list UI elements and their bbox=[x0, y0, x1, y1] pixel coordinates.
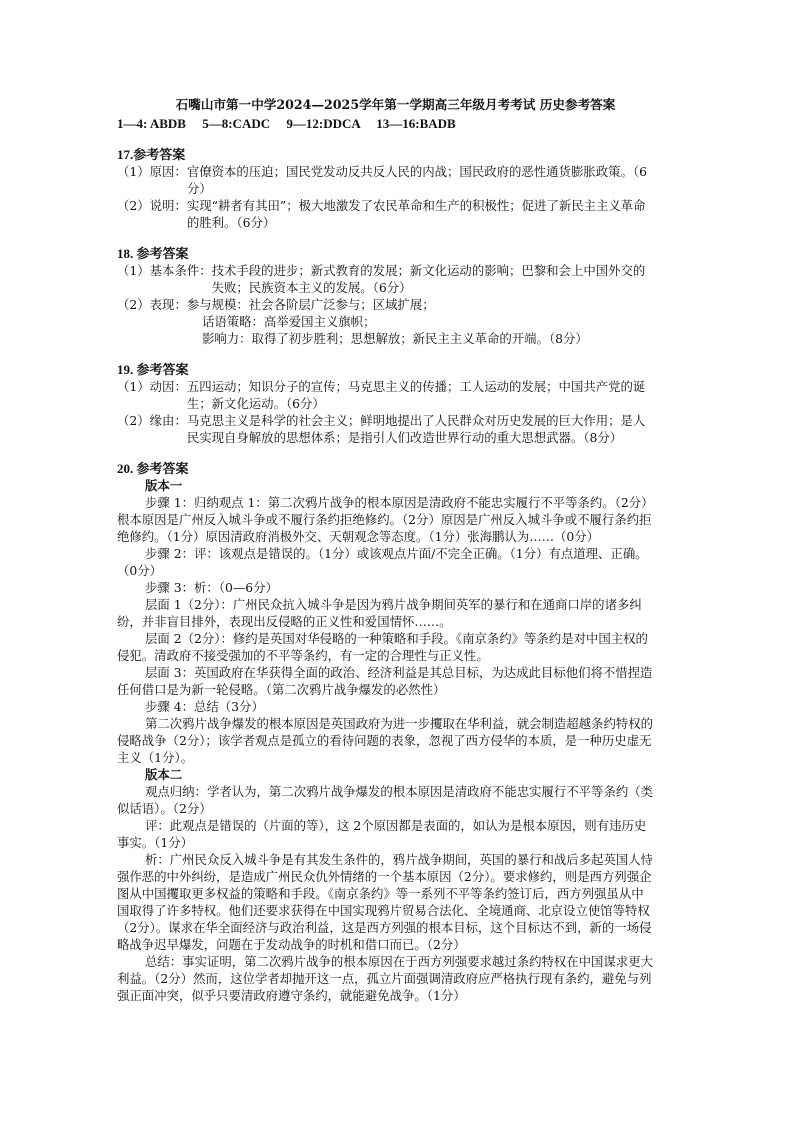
q17-item-1-text: 官僚资本的压迫；国民党发动反共反人民的内战；国民政府的恶性通货膨胀政策。（6分） bbox=[186, 164, 647, 196]
q17-item-2 bbox=[117, 197, 654, 231]
q18-heading: 18. 参考答案 bbox=[117, 246, 189, 261]
q18-item-1 bbox=[117, 262, 654, 296]
q20-v1-summary: 第二次鸦片战争爆发的根本原因是英国政府为进一步攫取在华利益，就会制造超越条约特权的侵略战争（2分）；该学者观点是孤立的看待问题的表象，忽视了西方侵华的本质，是一种历史虚无主义（1分）。 bbox=[117, 716, 654, 765]
q20-v1-step-1: 步骤 1：归纳观点 1：第二次鸦片战争的根本原因是清政府不能忠实履行不平等条约。（2分）根本原因是广州反入城斗争或不履行条约拒绝修约。（2分）原因是广州反入城斗争或不履行条约拒绝修约。（1分）原因清政府消极外交、天朝观念等态度。（1分）张海鹏认为……（0分） bbox=[117, 495, 654, 544]
q19-item-2 bbox=[117, 412, 654, 446]
q20-v1-step-3: 步骤 3：析：（0—6分） bbox=[145, 580, 278, 595]
q20-v2-evaluation: 评：此观点是错误的（片面的等），这 2个原因都是表面的，如认为是根本原因，则有违历史事实。（1分） bbox=[117, 818, 647, 850]
q18-item-2-line-1: 参与规模：社会各阶层广泛参与；区域扩展； bbox=[186, 297, 435, 312]
q18-item-2-label: （2）表现： bbox=[117, 297, 187, 312]
q17-item-2-label: （2）说明： bbox=[117, 198, 187, 213]
q19-heading: 19. 参考答案 bbox=[117, 362, 189, 377]
q17-item-1-label: （1）原因： bbox=[117, 164, 187, 179]
q18-item-2-line-3: 影响力：取得了初步胜利；思想解放；新民主主义革命的开端。（8分） bbox=[202, 331, 588, 346]
q20-v1-level-2: 层面 2（2分）：修约是英国对华侵略的一种策略和手段。《南京条约》等条约是对中国主权的侵犯。清政府不接受强加的不平等条约，有一定的合理性与正义性。 bbox=[117, 631, 648, 663]
q20-v1-level-3: 层面 3：英国政府在华获得全面的政治、经济利益是其总目标，为达成此目标他们将不惜捏造任何借口是为新一轮侵略。（第二次鸦片战争爆发的必然性） bbox=[117, 665, 653, 697]
q20-heading: 20. 参考答案 bbox=[117, 461, 189, 476]
q19-item-1-text: 五四运动；知识分子的宣传；马克思主义的传播；工人运动的发展；中国共产党的诞生；新文化运动。（6分） bbox=[186, 379, 646, 411]
q19-item-1-label: （1）动因： bbox=[117, 379, 187, 394]
q20-v2-conclusion: 总结：事实证明，第二次鸦片战争的根本原因在于西方列强要求越过条约特权在中国谋求更大利益。（2分）然而，这位学者却抛开这一点，孤立片面强调清政府应严格执行现有条约，避免与列强正面冲突，似乎只要清政府遵守条约，就能避免战争。（1分） bbox=[117, 954, 654, 1003]
q20-v2-viewpoint: 观点归纳：学者认为，第二次鸦片战争爆发的根本原因是清政府不能忠实履行不平等条约（类似话语）。（2分） bbox=[117, 784, 654, 816]
q20-v1-step-2: 步骤 2：评：该观点是错误的。（1分）或该观点片面/不完全正确。（1分）有点道理、正确。（0分） bbox=[117, 546, 648, 578]
multiple-choice-answers: 1—4: ABDB 5—8:CADC 9—12:DDCA 13—16:BADB bbox=[117, 116, 456, 131]
q20-v1-level-1: 层面 1（2分）：广州民众抗入城斗争是因为鸦片战争期间英军的暴行和在通商口岸的诸多纠纷，并非盲目排外，表现出反侵略的正义性和爱国情怀……。 bbox=[117, 597, 642, 629]
q20-version-2-title: 版本二 bbox=[145, 767, 183, 782]
q20-v2-analysis: 析：广州民众反入城斗争是有其发生条件的，鸦片战争期间，英国的暴行和战后多起英国人恃强作恶的中外纠纷，是造成广州民众仇外情绪的一个基本原因（2分）。要求修约，则是西方列强企图从中国攫取更多权益的策略和手段。《南京条约》等一系列不平等条约签订后，西方列强虽从中国取得了许多特权。他们还要求获得在中国实现鸦片贸易合法化、全境通商、北京设立使馆等特权（2分）。谋求在华全面经济与政治利益，这是西方列强的根本目标，这个目标达不到，新的一场侵略战争迟早爆发，问题在于发动战争的时机和借口而已。（2分） bbox=[117, 852, 654, 952]
q18-item-1-text: 技术手段的进步；新式教育的发展；新文化运动的影响；巴黎和会上中国外交的失败；民族资本主义的发展。（6分） bbox=[211, 263, 646, 295]
q18-item-2 bbox=[117, 296, 654, 313]
q19-item-2-text: 马克思主义是科学的社会主义；鲜明地提出了人民群众对历史发展的巨大作用；是人民实现自身解放的思想体系；是指引人们改造世界行动的重大思想武器。（8分） bbox=[186, 413, 646, 445]
q17-item-2-text: 实现“耕者有其田”；极大地激发了农民革命和生产的积极性；促进了新民主主义革命的胜利。（6分） bbox=[186, 198, 646, 230]
q18-item-1-label: （1）基本条件： bbox=[117, 263, 212, 278]
q20-v1-step-4: 步骤 4：总结（3分） bbox=[145, 699, 264, 714]
q17-item-1 bbox=[117, 163, 654, 197]
q20-version-1-title: 版本一 bbox=[145, 478, 183, 493]
q19-item-2-label: （2）缘由： bbox=[117, 413, 187, 428]
q19-item-1 bbox=[117, 378, 654, 412]
q17-heading: 17.参考答案 bbox=[117, 147, 186, 162]
page-title: 石嘴山市第一中学2024—2025学年第一学期高三年级月考考试 历史参考答案 bbox=[175, 97, 616, 112]
q18-item-2-line-2: 话语策略：高举爱国主义旗帜； bbox=[202, 314, 376, 329]
